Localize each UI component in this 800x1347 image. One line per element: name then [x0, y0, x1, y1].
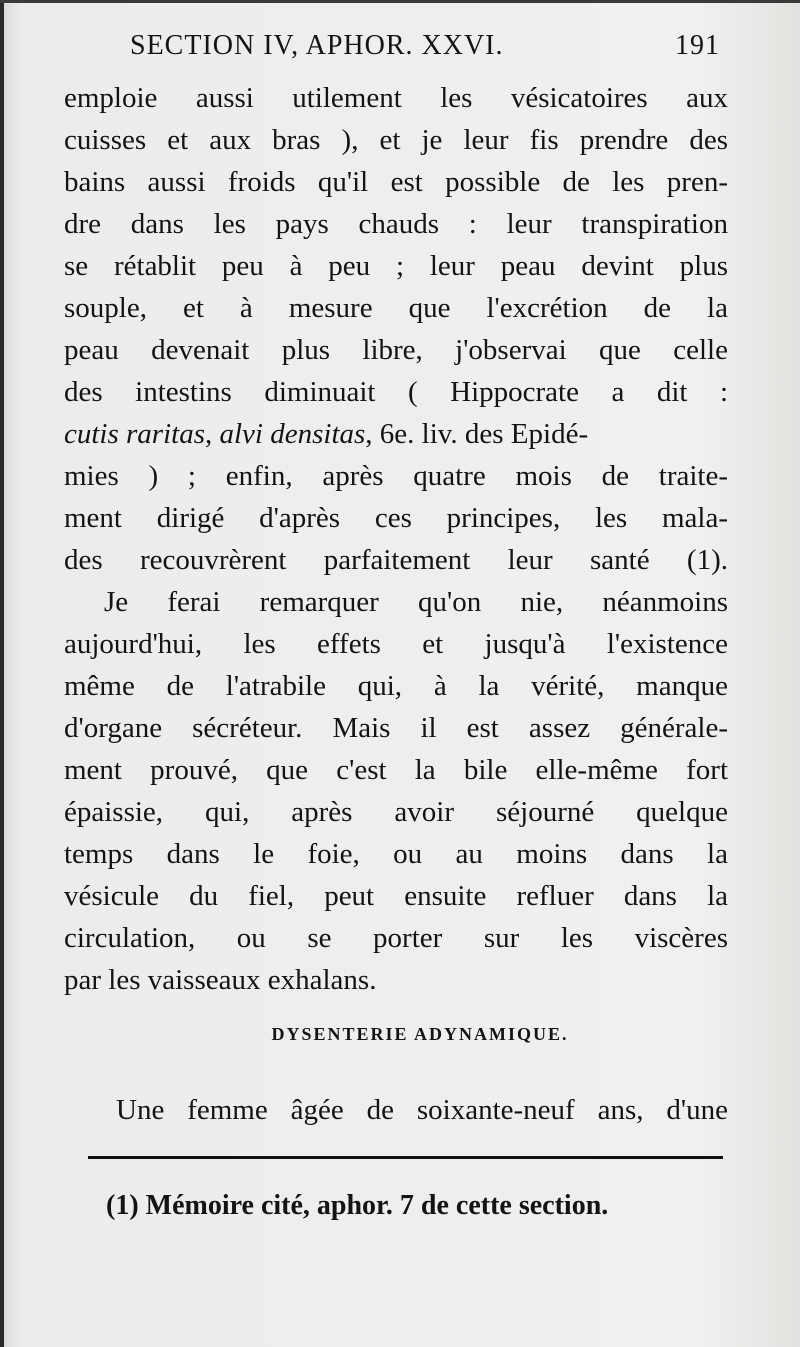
text-line: aujourd'hui, les effets et jusqu'à l'existence	[64, 628, 728, 660]
text-line: vésicule du fiel, peut ensuite refluer dans la	[64, 880, 728, 912]
page-number: 191	[675, 30, 720, 61]
page-edge-top	[0, 0, 800, 3]
text-line: circulation, ou se porter sur les viscères	[64, 922, 728, 954]
text-line: des intestins diminuait ( Hippocrate a dit :	[64, 376, 728, 408]
text-line: même de l'atrabile qui, à la vérité, manque	[64, 670, 728, 702]
text-line: d'organe sécréteur. Mais il est assez générale-	[64, 712, 728, 744]
text-line: dre dans les pays chauds : leur transpiration	[64, 208, 728, 240]
text-line: cuisses et aux bras ), et je leur fis prendre des	[64, 124, 728, 156]
text-line: se rétablit peu à peu ; leur peau devint plus	[64, 250, 728, 282]
section-heading: DYSENTERIE ADYNAMIQUE.	[271, 1024, 569, 1044]
footnote-rule	[88, 1156, 723, 1159]
text-line: ment prouvé, que c'est la bile elle-même fort	[64, 754, 728, 786]
text-line: épaissie, qui, après avoir séjourné quelque	[64, 796, 728, 828]
text-line-last: par les vaisseaux exhalans.	[64, 964, 377, 996]
citation-separator: ,	[205, 418, 220, 450]
text-line: peau devenait plus libre, j'observai que celle	[64, 334, 728, 366]
text-line: des recouvrèrent parfaitement leur santé (1).	[64, 544, 728, 576]
citation-italic-1: cutis raritas	[64, 418, 205, 450]
running-header	[130, 30, 720, 70]
text-line: bains aussi froids qu'il est possible de les pren-	[64, 166, 728, 198]
citation-rest: , 6e. liv. des Epidé-	[365, 418, 589, 450]
paragraph-start-line: Je ferai remarquer qu'on nie, néanmoins	[104, 586, 728, 618]
header-title: SECTION IV, APHOR. XXVI.	[130, 30, 504, 61]
text-line: emploie aussi utilement les vésicatoires aux	[64, 82, 728, 114]
text-line: temps dans le foie, ou au moins dans la	[64, 838, 728, 870]
text-line: ment dirigé d'après ces principes, les mala-	[64, 502, 728, 534]
footnote: (1) Mémoire cité, aphor. 7 de cette section.	[106, 1190, 609, 1221]
paragraph-start-line: Une femme âgée de soixante-neuf ans, d'une	[116, 1094, 728, 1126]
text-line: souple, et à mesure que l'excrétion de la	[64, 292, 728, 324]
citation-italic-2: alvi densitas	[219, 418, 366, 450]
text-line: mies ) ; enfin, après quatre mois de traite-	[64, 460, 728, 492]
page-edge-left	[0, 0, 4, 1347]
text-line-citation	[64, 414, 728, 454]
